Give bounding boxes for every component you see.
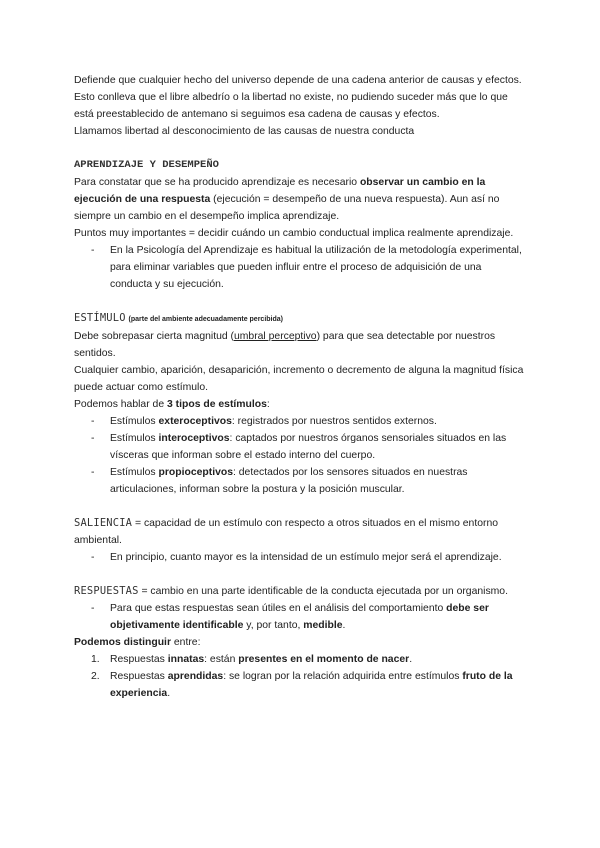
respuestas-paragraph xyxy=(74,583,526,600)
list-item xyxy=(74,413,526,430)
bold-run: propioceptivos xyxy=(158,467,233,478)
saliencia-list xyxy=(74,549,526,566)
text-run: Respuestas xyxy=(110,654,168,665)
list-item: - En principio, cuanto mayor es la intensidad de un estímulo mejor será el aprendizaje. xyxy=(74,549,526,566)
bold-run: fruto de la experiencia xyxy=(110,671,513,699)
text-run: Para que estas respuestas sean útiles en el análisis del comportamiento xyxy=(110,603,447,614)
bold-run: medible xyxy=(303,620,343,631)
text-run: Respuestas xyxy=(110,671,168,682)
text-run: = cambio en una parte identificable de la conducta ejecutada por un organismo. xyxy=(138,586,508,597)
heading-text: ESTÍMULO xyxy=(74,312,126,324)
bold-run: presentes en el momento de nacer xyxy=(238,654,410,665)
heading-respuestas: RESPUESTAS xyxy=(74,585,139,597)
text-run: (ejecución = desempeño de una nueva respuesta). Aun así no siempre un cambio en el desempeño implica aprendizaje. xyxy=(74,194,500,222)
bold-run: 3 tipos de estímulos xyxy=(167,399,267,410)
bold-run: exteroceptivos xyxy=(158,416,232,427)
text-run: Debe sobrepasar cierta magnitud ( xyxy=(74,331,234,342)
text-run: Estímulos xyxy=(110,416,159,427)
bold-run: innatas xyxy=(167,654,205,665)
list-item: - En la Psicología del Aprendizaje es habitual la utilización de la metodología experimental, para eliminar variables que pueden influir entre el proceso de adquisición de una conducta y su ejecución. xyxy=(74,242,526,293)
heading-note: (parte del ambiente adecuadamente percibida) xyxy=(128,316,283,323)
respuestas-list xyxy=(74,600,526,634)
text-run: Para constatar que se ha producido aprendizaje es necesario xyxy=(74,177,360,188)
text-run: : se logran por la relación adquirida entre estímulos xyxy=(223,671,463,682)
estimulo-paragraph-2: Cualquier cambio, aparición, desaparición, incremento o decremento de alguna la magnitud física puede actuar como estímulo. xyxy=(74,365,524,393)
document-page xyxy=(74,72,526,702)
bold-run: observar un cambio en la ejecución de una respuesta xyxy=(74,177,486,205)
estimulo-list xyxy=(74,413,526,498)
list-item xyxy=(74,668,526,702)
respuestas-numbered-list xyxy=(74,651,526,702)
bold-run: Podemos distinguir xyxy=(74,637,171,648)
estimulo-paragraph-1 xyxy=(74,328,526,362)
bold-run: debe ser objetivamente identificable xyxy=(110,603,489,631)
list-item xyxy=(74,430,526,464)
text-run: entre: xyxy=(171,637,201,648)
text-run: : registrados por nuestros sentidos externos. xyxy=(231,416,437,427)
underlined-run: umbral perceptivo xyxy=(233,331,317,342)
text-run: Estímulos xyxy=(110,433,159,444)
text-run: = capacidad de un estímulo con respecto a otros situados en el mismo entorno ambiental. xyxy=(74,518,499,546)
text-run: . xyxy=(167,688,171,699)
saliencia-paragraph xyxy=(74,515,526,549)
text-run: : xyxy=(266,399,270,410)
text-run: Podemos hablar de xyxy=(74,399,167,410)
text-run: ) para que sea detectable por nuestros sentidos. xyxy=(74,331,496,359)
text-run: y, por tanto, xyxy=(243,620,304,631)
bold-run: aprendidas xyxy=(167,671,224,682)
intro-paragraph-2: Esto conlleva que el libre albedrío o la libertad no existe, no pudiendo suceder más que lo que está preestablecido de antemano si seguimos esa cadena de causas y efectos. xyxy=(74,92,508,120)
intro-paragraph-3: Llamamos libertad al desconocimiento de las causas de nuestra conducta xyxy=(74,126,415,137)
heading-estimulo xyxy=(74,310,526,328)
aprendizaje-paragraph-2: Puntos muy importantes = decidir cuándo un cambio conductual implica realmente aprendizaje. xyxy=(74,228,514,239)
text-run: . xyxy=(342,620,346,631)
aprendizaje-paragraph-1 xyxy=(74,174,526,225)
text-run: : detectados por los sensores situados en nuestras articulaciones, informan sobre la postura y la posición muscular. xyxy=(110,467,468,495)
list-number: 2. xyxy=(91,671,100,682)
text-run: Estímulos xyxy=(110,467,159,478)
heading-saliencia: SALIENCIA xyxy=(74,517,133,529)
text-run: : captados por nuestros órganos sensoriales situados en las vísceras que informan sobre el estado interno del cuerpo. xyxy=(110,433,507,461)
list-number: 1. xyxy=(91,654,100,665)
list-item xyxy=(74,464,526,498)
aprendizaje-list xyxy=(74,242,526,293)
list-item xyxy=(74,600,526,634)
intro-paragraph-1: Defiende que cualquier hecho del universo depende de una cadena anterior de causas y efectos. xyxy=(74,75,522,86)
list-item xyxy=(74,651,526,668)
estimulo-paragraph-3 xyxy=(74,396,526,413)
heading-aprendizaje: APRENDIZAJE Y DESEMPEÑO xyxy=(74,159,219,171)
text-run: . xyxy=(409,654,413,665)
text-run: : están xyxy=(204,654,239,665)
respuestas-distinguir xyxy=(74,634,526,651)
bold-run: interoceptivos xyxy=(158,433,230,444)
